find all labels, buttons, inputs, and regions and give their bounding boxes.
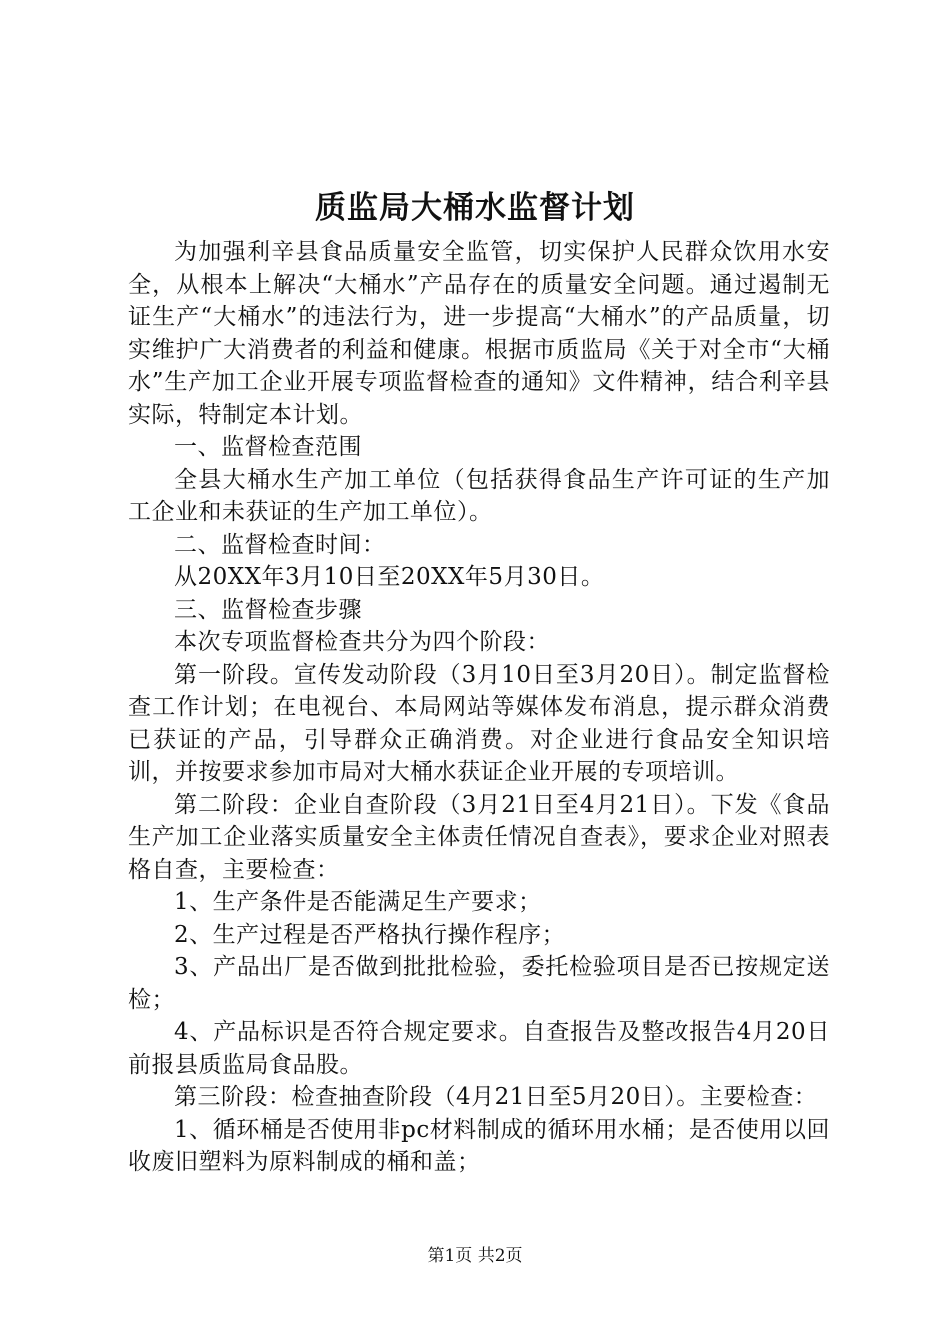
list-item: 1、生产条件是否能满足生产要求； bbox=[174, 889, 542, 915]
section-heading-scope: 一、监督检查范围 bbox=[174, 434, 362, 460]
document-body bbox=[128, 236, 830, 1179]
list-item: 2、生产过程是否严格执行操作程序； bbox=[174, 921, 566, 948]
list-item: 3、产品出厂是否做到批批检验，委托检验项目是否已按规定送检； bbox=[128, 954, 830, 1013]
list-item: 1、循环桶是否使用非pc材料制成的循环用水桶；是否使用以回收废旧塑料为原料制成的桶和盖； bbox=[128, 1116, 830, 1175]
paragraph-stage-3: 第三阶段：检查抽查阶段（4月21日至5月20日）。主要检查： bbox=[174, 1084, 818, 1110]
section-heading-steps: 三、监督检查步骤 bbox=[174, 596, 362, 623]
section-heading-time: 二、监督检查时间： bbox=[174, 531, 386, 558]
paragraph-stage-2: 第二阶段：企业自查阶段（3月21日至4月21日）。下发《食品生产加工企业落实质量安全主体责任情况自查表》，要求企业对照表格自查，主要检查： bbox=[128, 791, 830, 883]
paragraph-time: 从20XX年3月10日至20XX年5月30日。 bbox=[174, 564, 605, 590]
list-item: 4、产品标识是否符合规定要求。自查报告及整改报告4月20日前报县质监局食品股。 bbox=[128, 1019, 830, 1078]
paragraph-intro: 为加强利辛县食品质量安全监管，切实保护人民群众饮用水安全，从根本上解决“大桶水”产品存在的质量安全问题。通过遏制无证生产“大桶水”的违法行为，进一步提高“大桶水”的产品质量，切实维护广大消费者的利益和健康。根据市质监局《关于对全市“大桶水”生产加工企业开展专项监督检查的通知》文件精神，结合利辛县实际，特制定本计划。 bbox=[128, 239, 830, 428]
page-number: 第1页 共2页 bbox=[427, 1246, 523, 1266]
paragraph-scope: 全县大桶水生产加工单位（包括获得食品生产许可证的生产加工企业和未获证的生产加工单位）。 bbox=[128, 466, 830, 525]
document-title: 质监局大桶水监督计划 bbox=[315, 190, 635, 226]
paragraph-stage-1: 第一阶段。宣传发动阶段（3月10日至3月20日）。制定监督检查工作计划；在电视台、本局网站等媒体发布消息，提示群众消费已获证的产品，引导群众正确消费。对企业进行食品安全知识培训，并按要求参加市局对大桶水获证企业开展的专项培训。 bbox=[128, 661, 830, 785]
paragraph-steps-intro: 本次专项监督检查共分为四个阶段： bbox=[174, 629, 550, 655]
